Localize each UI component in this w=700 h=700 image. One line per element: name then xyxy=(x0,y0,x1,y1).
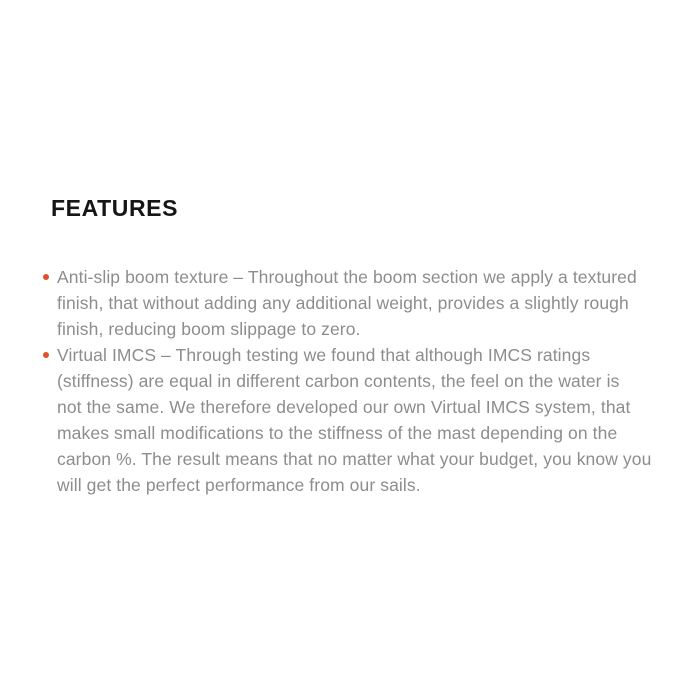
feature-list xyxy=(43,264,688,498)
bullet-icon xyxy=(43,274,49,280)
feature-line: makes small modifications to the stiffness of the mast depending on the xyxy=(57,423,618,443)
feature-item xyxy=(43,264,688,342)
feature-line: finish, reducing boom slippage to zero. xyxy=(57,319,361,339)
features-heading: FEATURES xyxy=(51,195,179,221)
feature-line: will get the perfect performance from our sails. xyxy=(57,475,421,495)
bullet-icon xyxy=(43,352,49,358)
feature-item xyxy=(43,342,688,498)
feature-line: not the same. We therefore developed our own Virtual IMCS system, that xyxy=(57,397,631,417)
feature-line: Anti-slip boom texture – Throughout the boom section we apply a textured xyxy=(57,267,637,287)
feature-item-text xyxy=(57,264,637,342)
feature-line: Virtual IMCS – Through testing we found that although IMCS ratings xyxy=(57,345,591,365)
feature-line: (stiffness) are equal in different carbon contents, the feel on the water is xyxy=(57,371,620,391)
feature-item-text xyxy=(57,342,651,498)
feature-line: finish, that without adding any additional weight, provides a slightly rough xyxy=(57,293,629,313)
feature-line: carbon %. The result means that no matter what your budget, you know you xyxy=(57,449,652,469)
